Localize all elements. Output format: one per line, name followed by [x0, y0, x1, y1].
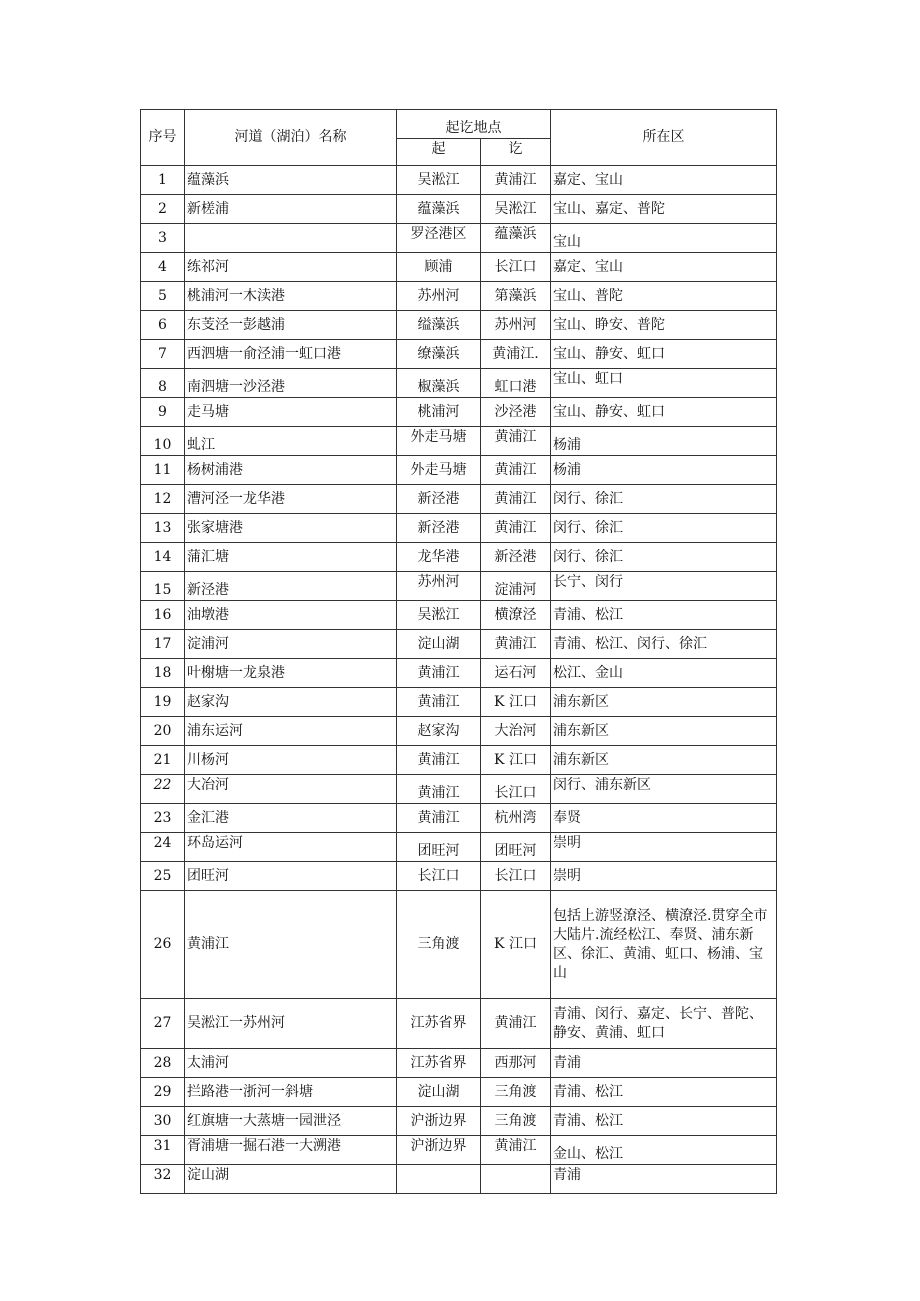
cell-to: 黄浦江 — [481, 630, 551, 659]
cell-name: 走马塘 — [185, 398, 397, 427]
cell-to: 三角渡 — [481, 1107, 551, 1136]
river-table — [140, 109, 777, 1194]
cell-to: 横潦泾 — [481, 601, 551, 630]
cell-area: 闵行、浦东新区 — [551, 775, 777, 804]
cell-area: 杨浦 — [551, 427, 777, 456]
table-row — [141, 659, 777, 688]
cell-num: 21 — [141, 746, 185, 775]
cell-name: 练祁河 — [185, 253, 397, 282]
cell-to: K 江口 — [481, 746, 551, 775]
cell-num: 30 — [141, 1107, 185, 1136]
cell-name: 张家塘港 — [185, 514, 397, 543]
cell-area: 闵行、徐汇 — [551, 514, 777, 543]
cell-name: 叶榭塘一龙泉港 — [185, 659, 397, 688]
cell-name: 南泗塘一沙泾港 — [185, 369, 397, 398]
cell-to: 运石河 — [481, 659, 551, 688]
cell-num: 2 — [141, 195, 185, 224]
cell-name: 金汇港 — [185, 804, 397, 833]
table-row — [141, 166, 777, 195]
cell-name: 太浦河 — [185, 1049, 397, 1078]
header-num: 序号 — [141, 110, 185, 166]
cell-area: 宝山 — [551, 224, 777, 253]
cell-from: 淀山湖 — [397, 1078, 481, 1107]
cell-from: 黄浦江 — [397, 746, 481, 775]
cell-num: 4 — [141, 253, 185, 282]
cell-name: 虬江 — [185, 427, 397, 456]
cell-name: 浦东运河 — [185, 717, 397, 746]
cell-from: 新泾港 — [397, 514, 481, 543]
cell-num: 5 — [141, 282, 185, 311]
table-row — [141, 282, 777, 311]
cell-name: 拦路港一浙河一斜塘 — [185, 1078, 397, 1107]
table-row — [141, 456, 777, 485]
cell-area: 长宁、闵行 — [551, 572, 777, 601]
cell-num: 8 — [141, 369, 185, 398]
cell-to: 黄浦江 — [481, 427, 551, 456]
cell-num: 14 — [141, 543, 185, 572]
cell-to: 长江口 — [481, 862, 551, 891]
cell-area: 青浦、松江 — [551, 1078, 777, 1107]
cell-area: 崇明 — [551, 862, 777, 891]
cell-num: 7 — [141, 340, 185, 369]
cell-from: 吴淞江 — [397, 166, 481, 195]
header-name: 河道（湖泊）名称 — [185, 110, 397, 166]
cell-from: 江苏省界 — [397, 999, 481, 1049]
table-row — [141, 1107, 777, 1136]
table-row — [141, 369, 777, 398]
cell-from: 罗泾港区 — [397, 224, 481, 253]
cell-area: 闵行、徐汇 — [551, 485, 777, 514]
table-row — [141, 311, 777, 340]
cell-from: 苏州河 — [397, 572, 481, 601]
cell-num: 19 — [141, 688, 185, 717]
cell-from: 椒藻浜 — [397, 369, 481, 398]
cell-to: 长江口 — [481, 253, 551, 282]
cell-num: 17 — [141, 630, 185, 659]
header-from: 起 — [397, 139, 481, 166]
cell-num: 12 — [141, 485, 185, 514]
header-area: 所在区 — [551, 110, 777, 166]
cell-to: 黄浦江 — [481, 456, 551, 485]
cell-name: 吴淞江一苏州河 — [185, 999, 397, 1049]
cell-to: 淀浦河 — [481, 572, 551, 601]
table-row — [141, 572, 777, 601]
table-row — [141, 717, 777, 746]
header-row-1 — [141, 110, 777, 139]
cell-from: 团旺河 — [397, 833, 481, 862]
table-row — [141, 630, 777, 659]
cell-from: 黄浦江 — [397, 688, 481, 717]
cell-area: 宝山、嘉定、普陀 — [551, 195, 777, 224]
cell-name: 漕河泾一龙华港 — [185, 485, 397, 514]
cell-from: 黄浦江 — [397, 659, 481, 688]
cell-to: 黄浦江 — [481, 485, 551, 514]
cell-from: 龙华港 — [397, 543, 481, 572]
cell-from: 桃浦河 — [397, 398, 481, 427]
cell-from: 外走马塘 — [397, 456, 481, 485]
cell-num: 15 — [141, 572, 185, 601]
table-row — [141, 543, 777, 572]
header-range: 起讫地点 — [397, 110, 551, 139]
cell-to — [481, 1165, 551, 1194]
table-row — [141, 688, 777, 717]
table-row — [141, 746, 777, 775]
table-row — [141, 862, 777, 891]
cell-area: 宝山、普陀 — [551, 282, 777, 311]
cell-area: 宝山、睁安、普陀 — [551, 311, 777, 340]
cell-from: 三角渡 — [397, 891, 481, 999]
cell-num: 32 — [141, 1165, 185, 1194]
cell-area: 青浦、松江 — [551, 1107, 777, 1136]
cell-to: 吴淞江 — [481, 195, 551, 224]
cell-name: 新泾港 — [185, 572, 397, 601]
cell-area: 青浦、松江 — [551, 601, 777, 630]
cell-to: 三角渡 — [481, 1078, 551, 1107]
cell-area: 浦东新区 — [551, 717, 777, 746]
cell-from: 赵家沟 — [397, 717, 481, 746]
table-row — [141, 340, 777, 369]
table-body — [141, 110, 777, 1194]
cell-to: K 江口 — [481, 891, 551, 999]
cell-from: 新泾港 — [397, 485, 481, 514]
cell-from: 苏州河 — [397, 282, 481, 311]
cell-from: 黄浦江 — [397, 804, 481, 833]
cell-num: 29 — [141, 1078, 185, 1107]
cell-to: 苏州河 — [481, 311, 551, 340]
cell-to: 黄浦江 — [481, 514, 551, 543]
cell-name — [185, 224, 397, 253]
table-row — [141, 195, 777, 224]
cell-name: 红旗塘一大蒸塘一园泄泾 — [185, 1107, 397, 1136]
header-to: 讫 — [481, 139, 551, 166]
cell-name: 蕴藻浜 — [185, 166, 397, 195]
table-row — [141, 804, 777, 833]
cell-from: 长江口 — [397, 862, 481, 891]
cell-area: 嘉定、宝山 — [551, 166, 777, 195]
cell-name: 东芰泾一彭越浦 — [185, 311, 397, 340]
cell-to: 虹口港 — [481, 369, 551, 398]
cell-name: 杨树浦港 — [185, 456, 397, 485]
cell-num: 10 — [141, 427, 185, 456]
table-row — [141, 427, 777, 456]
cell-num: 3 — [141, 224, 185, 253]
cell-num: 22 — [141, 775, 185, 804]
cell-from: 缭藻浜 — [397, 340, 481, 369]
cell-num: 25 — [141, 862, 185, 891]
cell-to: 团旺河 — [481, 833, 551, 862]
cell-to: 新泾港 — [481, 543, 551, 572]
cell-to: 长江口 — [481, 775, 551, 804]
cell-to: 沙泾港 — [481, 398, 551, 427]
cell-to: 黄浦江. — [481, 340, 551, 369]
cell-name: 团旺河 — [185, 862, 397, 891]
table-row — [141, 1049, 777, 1078]
cell-to: K 江口 — [481, 688, 551, 717]
cell-area: 青浦、闵行、嘉定、长宁、普陀、静安、黄浦、虹口 — [551, 999, 777, 1049]
cell-area: 包括上游竖潦泾、横潦泾.贯穿全市大陆片.流经松江、奉贤、浦东新区、徐汇、黄浦、虹口、杨浦、宝山 — [551, 891, 777, 999]
cell-name: 蒲汇塘 — [185, 543, 397, 572]
table-row — [141, 224, 777, 253]
cell-name: 环岛运河 — [185, 833, 397, 862]
cell-num: 28 — [141, 1049, 185, 1078]
cell-from: 淀山湖 — [397, 630, 481, 659]
cell-from: 沪浙边界 — [397, 1107, 481, 1136]
cell-name: 淀山湖 — [185, 1165, 397, 1194]
table-row — [141, 891, 777, 999]
cell-name: 油墩港 — [185, 601, 397, 630]
cell-num: 9 — [141, 398, 185, 427]
table-row — [141, 1078, 777, 1107]
cell-name: 川杨河 — [185, 746, 397, 775]
cell-area: 松江、金山 — [551, 659, 777, 688]
cell-to: 黄浦江 — [481, 999, 551, 1049]
cell-to: 大治河 — [481, 717, 551, 746]
cell-name: 淀浦河 — [185, 630, 397, 659]
cell-num: 23 — [141, 804, 185, 833]
cell-area: 杨浦 — [551, 456, 777, 485]
table-row — [141, 485, 777, 514]
cell-area: 嘉定、宝山 — [551, 253, 777, 282]
cell-num: 20 — [141, 717, 185, 746]
cell-num: 26 — [141, 891, 185, 999]
cell-name: 赵家沟 — [185, 688, 397, 717]
cell-from: 沪浙边界 — [397, 1136, 481, 1165]
table-row — [141, 514, 777, 543]
cell-from: 缢藻浜 — [397, 311, 481, 340]
cell-area: 宝山、虹口 — [551, 369, 777, 398]
table-row — [141, 999, 777, 1049]
cell-area: 浦东新区 — [551, 688, 777, 717]
table-row — [141, 775, 777, 804]
cell-area: 青浦、松江、闵行、徐汇 — [551, 630, 777, 659]
cell-area: 青浦 — [551, 1049, 777, 1078]
cell-area: 宝山、静安、虹口 — [551, 398, 777, 427]
cell-to: 蕴藻浜 — [481, 224, 551, 253]
table-row — [141, 1165, 777, 1194]
cell-to: 黄浦江 — [481, 166, 551, 195]
cell-from: 黄浦江 — [397, 775, 481, 804]
cell-area: 青浦 — [551, 1165, 777, 1194]
cell-num: 27 — [141, 999, 185, 1049]
cell-to: 杭州湾 — [481, 804, 551, 833]
cell-to: 黄浦江 — [481, 1136, 551, 1165]
cell-num: 24 — [141, 833, 185, 862]
cell-name: 黄浦江 — [185, 891, 397, 999]
cell-area: 闵行、徐汇 — [551, 543, 777, 572]
cell-num: 16 — [141, 601, 185, 630]
cell-area: 奉贤 — [551, 804, 777, 833]
cell-name: 胥浦塘一掘石港一大溯港 — [185, 1136, 397, 1165]
cell-num: 18 — [141, 659, 185, 688]
cell-name: 西泗塘一俞泾浦一虹口港 — [185, 340, 397, 369]
cell-name: 大冶河 — [185, 775, 397, 804]
cell-from: 江苏省界 — [397, 1049, 481, 1078]
cell-num: 31 — [141, 1136, 185, 1165]
cell-to: 西那河 — [481, 1049, 551, 1078]
cell-from: 吴淞江 — [397, 601, 481, 630]
table-row — [141, 398, 777, 427]
cell-from: 外走马塘 — [397, 427, 481, 456]
table-row — [141, 833, 777, 862]
table-row — [141, 601, 777, 630]
cell-num: 1 — [141, 166, 185, 195]
table-row — [141, 253, 777, 282]
cell-num: 13 — [141, 514, 185, 543]
cell-area: 宝山、静安、虹口 — [551, 340, 777, 369]
cell-area: 崇明 — [551, 833, 777, 862]
cell-from — [397, 1165, 481, 1194]
cell-from: 顾浦 — [397, 253, 481, 282]
cell-to: 第藻浜 — [481, 282, 551, 311]
cell-num: 6 — [141, 311, 185, 340]
table-row — [141, 1136, 777, 1165]
cell-area: 浦东新区 — [551, 746, 777, 775]
cell-num: 11 — [141, 456, 185, 485]
cell-name: 新槎浦 — [185, 195, 397, 224]
cell-from: 蕴藻浜 — [397, 195, 481, 224]
cell-area: 金山、松江 — [551, 1136, 777, 1165]
cell-name: 桃浦河一木渎港 — [185, 282, 397, 311]
